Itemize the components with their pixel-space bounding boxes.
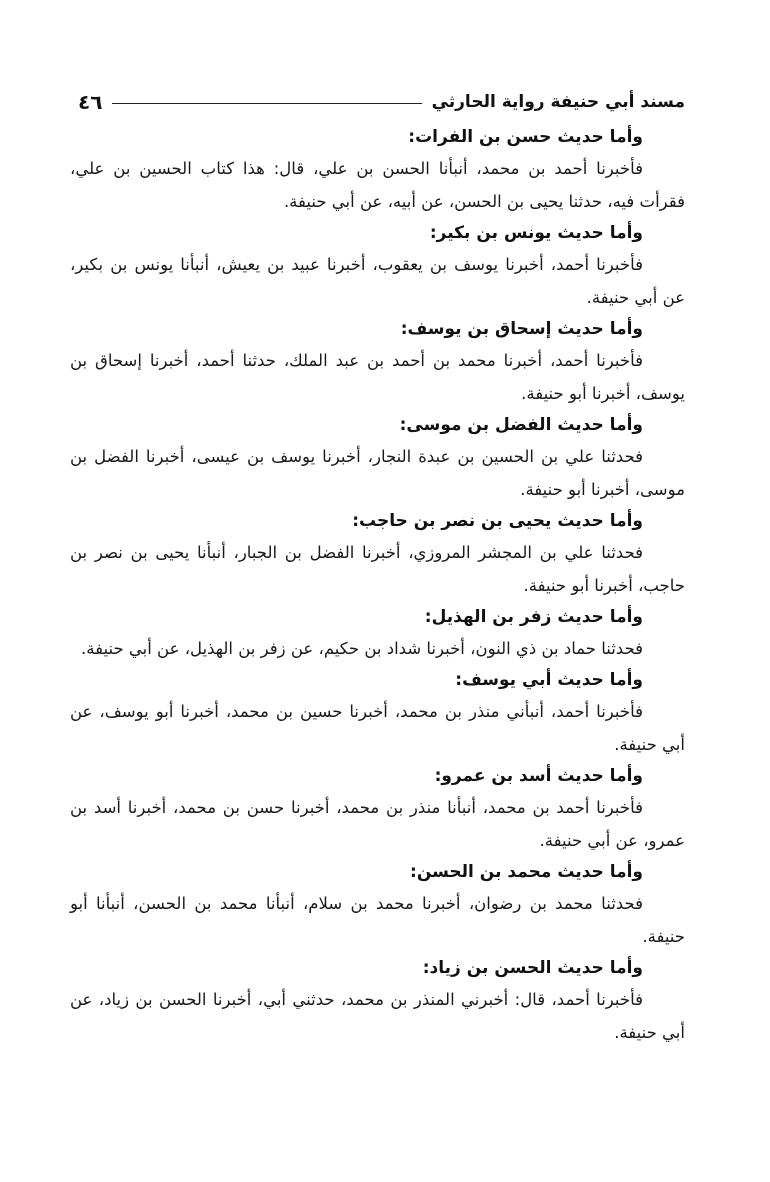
section-zufar-ibn-al-hudhayl (70, 602, 685, 665)
section-al-fadl-ibn-musa (70, 410, 685, 506)
section-al-hasan-ibn-ziyad (70, 953, 685, 1049)
section-heading: وأما حديث يونس بن بكير: (429, 223, 643, 243)
section-body-text: فحدثنا علي بن المجشر المروزي، أخبرنا الفضل بن الجبار، أنبأنا يحيى بن نصر بن حاجب، أخبرنا أبو حنيفة. (70, 543, 685, 595)
section-body-text: فأخبرنا أحمد، أنبأني منذر بن محمد، أخبرنا حسين بن محمد، أخبرنا أبو يوسف، عن أبي حنيفة. (70, 702, 685, 754)
section-body-text: فحدثنا محمد بن رضوان، أخبرنا محمد بن سلام، أنبأنا محمد بن الحسن، أنبأنا أبو حنيفة. (70, 894, 685, 946)
section-body (70, 887, 685, 953)
section-body-text: فأخبرنا أحمد، أخبرنا يوسف بن يعقوب، أخبرنا عبيد بن يعيش، أنبأنا يونس بن بكير، عن أبي حنيفة. (70, 255, 685, 307)
section-body-text: فأخبرنا أحمد بن محمد، أنبأنا الحسن بن علي، قال: هذا كتاب الحسين بن علي، فقرأت فيه، حدثنا يحيى بن الحسن، عن أبيه، عن أبي حنيفة. (70, 159, 685, 211)
page-number: ٤٦ (78, 90, 103, 114)
section-heading: وأما حديث أسد بن عمرو: (434, 766, 643, 786)
section-body (70, 248, 685, 314)
section-ishaq-ibn-yusuf (70, 314, 685, 410)
section-hasan-ibn-al-furat (70, 122, 685, 218)
section-muhammad-ibn-al-hasan (70, 857, 685, 953)
section-body (70, 632, 685, 665)
section-body (70, 440, 685, 506)
section-abu-yusuf (70, 665, 685, 761)
section-heading: وأما حديث زفر بن الهذيل: (424, 607, 643, 627)
section-body (70, 695, 685, 761)
section-heading: وأما حديث إسحاق بن يوسف: (400, 319, 643, 339)
header-rule (112, 103, 421, 104)
section-heading: وأما حديث حسن بن الفرات: (408, 127, 643, 147)
book-page (70, 84, 685, 1049)
section-body (70, 536, 685, 602)
section-body-text: فحدثنا حماد بن ذي النون، أخبرنا شداد بن حكيم، عن زفر بن الهذيل، عن أبي حنيفة. (81, 639, 643, 658)
section-body-text: فحدثنا علي بن الحسين بن عبدة النجار، أخبرنا يوسف بن عيسى، أخبرنا الفضل بن موسى، أخبرنا أبو حنيفة. (70, 447, 685, 499)
running-title: مسند أبي حنيفة رواية الحارثي (431, 92, 685, 112)
section-heading: وأما حديث محمد بن الحسن: (410, 862, 643, 882)
page-content (70, 122, 685, 1049)
section-asad-ibn-amr (70, 761, 685, 857)
section-body (70, 152, 685, 218)
section-heading: وأما حديث الفضل بن موسى: (399, 415, 643, 435)
page-header (70, 84, 685, 120)
section-yahya-ibn-nasr (70, 506, 685, 602)
section-body (70, 344, 685, 410)
section-heading: وأما حديث يحيى بن نصر بن حاجب: (352, 511, 643, 531)
section-yunus-ibn-bukayr (70, 218, 685, 314)
section-body (70, 983, 685, 1049)
section-body-text: فأخبرنا أحمد، قال: أخبرني المنذر بن محمد، حدثني أبي، أخبرنا الحسن بن زياد، عن أبي حنيفة. (70, 990, 685, 1042)
section-heading: وأما حديث الحسن بن زياد: (422, 958, 643, 978)
section-body-text: فأخبرنا أحمد، أخبرنا محمد بن أحمد بن عبد الملك، حدثنا أحمد، أخبرنا إسحاق بن يوسف، أخبرنا أبو حنيفة. (70, 351, 685, 403)
section-body (70, 791, 685, 857)
section-heading: وأما حديث أبي يوسف: (455, 670, 643, 690)
section-body-text: فأخبرنا أحمد بن محمد، أنبأنا منذر بن محمد، أخبرنا حسن بن محمد، أخبرنا أسد بن عمرو، عن أبي حنيفة. (70, 798, 685, 850)
